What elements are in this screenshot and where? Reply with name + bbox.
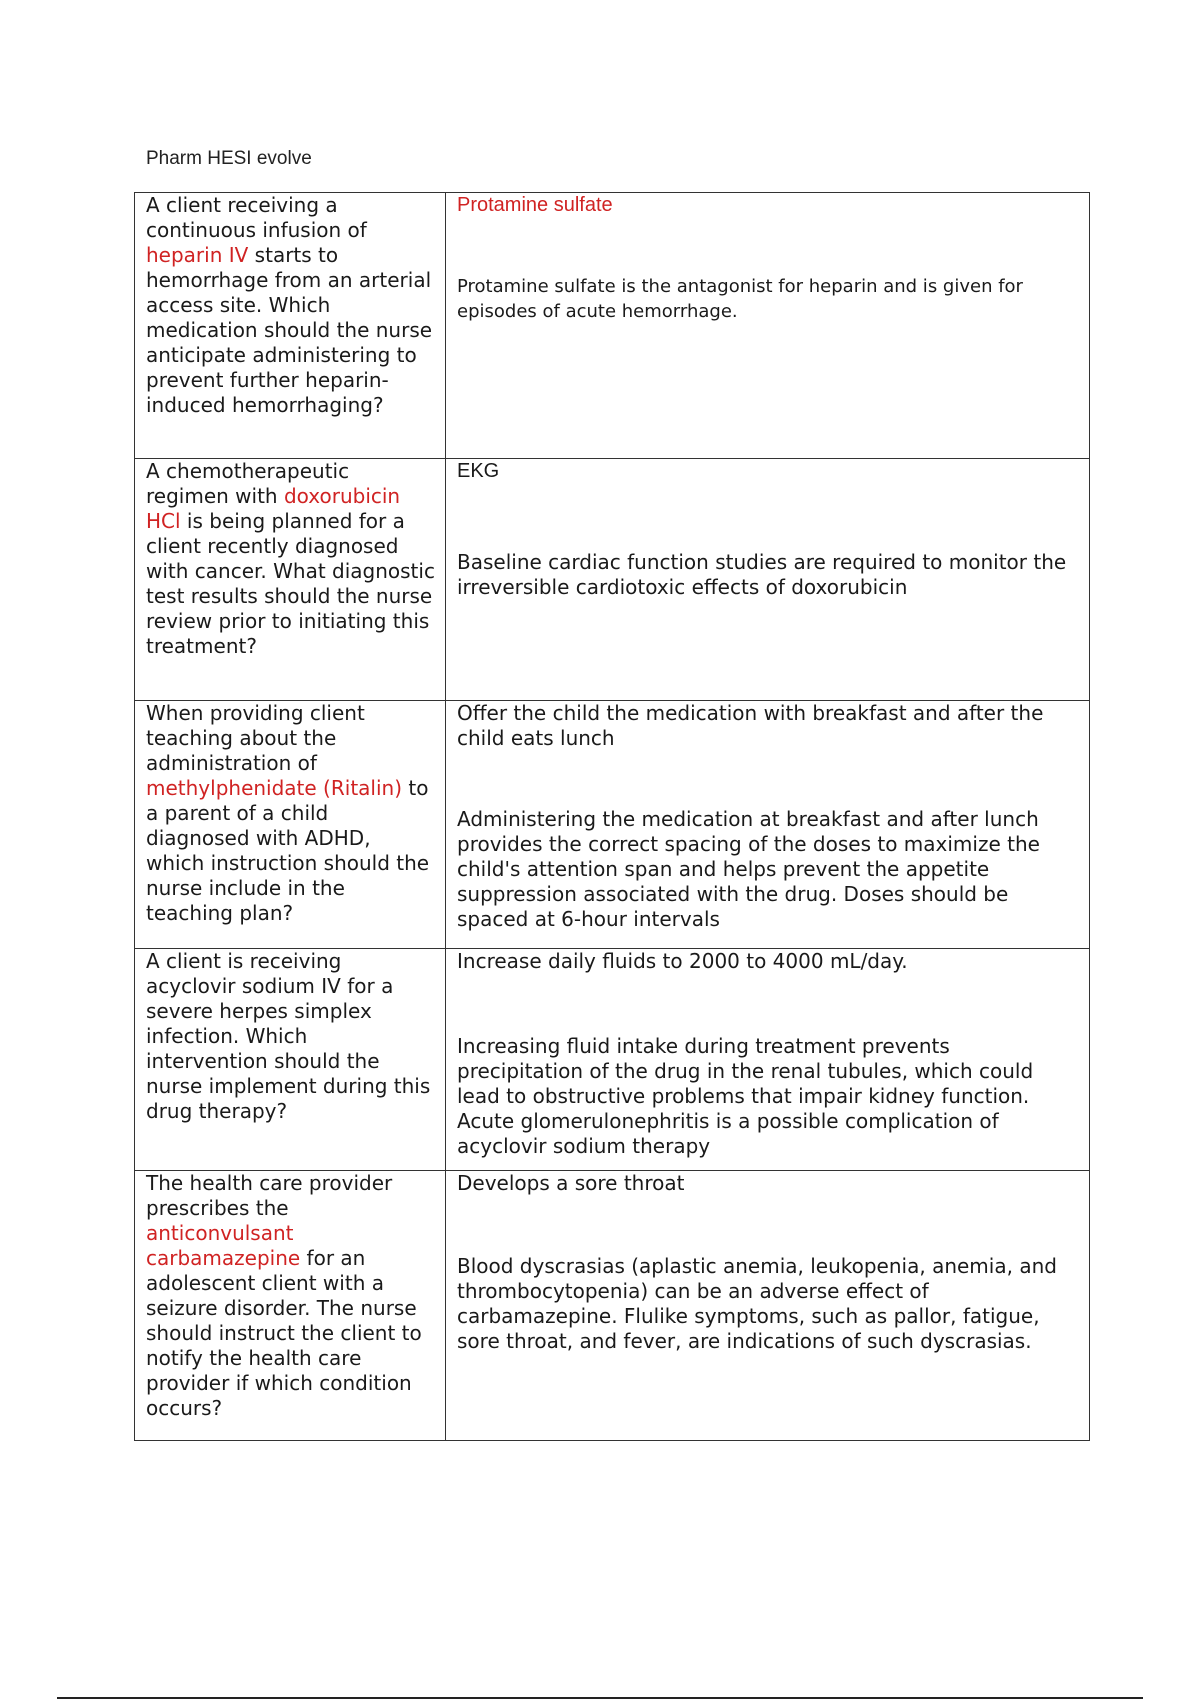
answer-cell (446, 459, 1090, 701)
drug-highlight: methylphenidate (Ritalin) (146, 776, 403, 800)
table-row (135, 459, 1090, 701)
answer-text: Offer the child the medication with breakfast and after the child eats lunch (457, 701, 1044, 750)
table-row (135, 193, 1090, 459)
answer-text: Increase daily fluids to 2000 to 4000 mL/day. (457, 949, 908, 973)
question-text: A client receiving a continuous infusion of (146, 193, 367, 242)
question-text: is being planned for a client recently diagnosed with cancer. What diagnostic test results should the nurse review prior to initiating this treatment? (146, 509, 435, 658)
question-text: A chemotherapeutic regimen with (146, 459, 350, 508)
rationale-text: Protamine sulfate is the antagonist for heparin and is given for episodes of acute hemorrhage. (457, 276, 1023, 322)
question-text: to a parent of a child diagnosed with ADHD, which instruction should the nurse include in the teaching plan? (146, 776, 430, 925)
rationale-text: Increasing fluid intake during treatment prevents precipitation of the drug in the renal tubules, which could lead to obstructive problems that impair kidney function. Acute glomerulonephritis is a possible complication of acyclovir sodium therapy (457, 1034, 1034, 1158)
question-text: A client is receiving acyclovir sodium IV for a severe herpes simplex infection. Which intervention should the nurse implement during this drug therapy? (146, 949, 431, 1123)
drug-highlight: anticonvulsant carbamazepine (146, 1221, 301, 1270)
qa-table (134, 192, 1090, 1441)
rationale-text: Administering the medication at breakfast and after lunch provides the correct spacing of the doses to maximize the child's attention span and helps prevent the appetite suppression associated with the drug. Doses should be spaced at 6-hour intervals (457, 807, 1040, 931)
question-text: The health care provider prescribes the (146, 1171, 393, 1220)
table-row (135, 701, 1090, 949)
rationale-text: Baseline cardiac function studies are required to monitor the irreversible cardiotoxic effects of doxorubicin (457, 550, 1067, 599)
question-cell (135, 459, 446, 701)
table-row (135, 949, 1090, 1171)
question-cell (135, 949, 446, 1171)
question-text: When providing client teaching about the administration of (146, 701, 365, 775)
answer-text: EKG (457, 460, 500, 482)
question-cell (135, 193, 446, 459)
answer-text: Protamine sulfate (457, 194, 613, 216)
question-cell (135, 1171, 446, 1441)
answer-cell (446, 193, 1090, 459)
answer-cell (446, 1171, 1090, 1441)
question-text: starts to hemorrhage from an arterial access site. Which medication should the nurse anticipate administering to prevent further heparin-induced hemorrhaging? (146, 243, 433, 417)
rationale-text: Blood dyscrasias (aplastic anemia, leukopenia, anemia, and thrombocytopenia) can be an adverse effect of carbamazepine. Flulike symptoms, such as pallor, fatigue, sore throat, and fever, are indications of such dyscrasias. (457, 1254, 1057, 1353)
question-text: for an adolescent client with a seizure disorder. The nurse should instruct the client to notify the health care provider if which condition occurs? (146, 1246, 422, 1420)
answer-cell (446, 949, 1090, 1171)
answer-cell (446, 701, 1090, 949)
drug-highlight: heparin IV (146, 243, 249, 267)
bottom-divider (57, 1697, 1143, 1699)
table-row (135, 1171, 1090, 1441)
question-cell (135, 701, 446, 949)
page-title: Pharm HESI evolve (146, 148, 312, 169)
drug-highlight: doxorubicin HCl (146, 484, 401, 533)
answer-text: Develops a sore throat (457, 1171, 685, 1195)
